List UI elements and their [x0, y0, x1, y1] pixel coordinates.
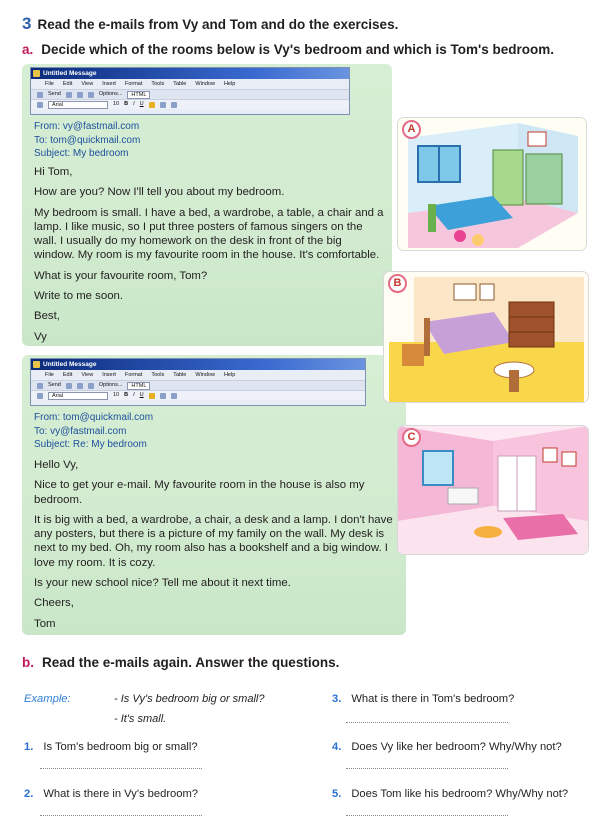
menu-help[interactable]: Help: [223, 372, 236, 378]
menu-window[interactable]: Window: [195, 372, 215, 378]
bedroom-a-illustration: [398, 118, 586, 250]
flag-icon[interactable]: [77, 92, 83, 98]
italic-button[interactable]: I: [133, 101, 135, 107]
menu-file[interactable]: File: [45, 81, 54, 87]
save-icon[interactable]: [37, 102, 43, 108]
bold-button[interactable]: B: [124, 101, 129, 107]
part-a-instruction: [22, 42, 554, 57]
attach-icon[interactable]: [66, 383, 72, 389]
email-2-panel: [22, 355, 406, 635]
format-select[interactable]: HTML: [127, 91, 150, 99]
bedroom-picture-b: [384, 272, 588, 402]
underline-button[interactable]: U: [139, 101, 144, 107]
envelope-icon: [33, 361, 40, 368]
send-icon: [37, 383, 43, 389]
window-titlebar: [31, 68, 349, 79]
question-text: Does Vy like her bedroom? Why/Why not?: [351, 741, 562, 753]
font-size-select[interactable]: 10: [113, 101, 120, 107]
window-title: Untitled Message: [43, 70, 97, 77]
answer-line-1[interactable]: [40, 768, 202, 769]
email-2-window: [30, 358, 366, 406]
menu-table[interactable]: Table: [173, 81, 187, 87]
part-b-letter: b.: [22, 655, 34, 670]
email-1-paragraph: What is your favourite room, Tom?: [34, 269, 208, 282]
bedroom-picture-a: [398, 118, 586, 250]
email-2-paragraph: Is your new school nice? Tell me about it next time.: [34, 577, 291, 590]
question-5: [332, 788, 568, 800]
menu-format[interactable]: Format: [124, 81, 143, 87]
picture-label-a: A: [402, 120, 421, 139]
email-1-signature: Vy: [34, 330, 47, 343]
send-button[interactable]: Send: [48, 91, 61, 97]
send-button[interactable]: Send: [48, 382, 61, 388]
options-button[interactable]: Options...: [98, 91, 123, 97]
question-number: 3.: [332, 693, 342, 705]
email-2-paragraph: It is big with a bed, a wardrobe, a chair, a desk and a lamp. I don't have any posters, but there is a picture of my family on the wall. My desk is next to my bed. Oh, my room also has a bookshelf and a big window. I love my room. It is cozy.: [34, 513, 393, 569]
email-1-paragraph: How are you? Now I'll tell you about my bedroom.: [34, 186, 285, 199]
question-text: What is there in Vy's bedroom?: [43, 788, 199, 800]
email-1-closing: Best,: [34, 310, 60, 323]
question-text: Does Tom like his bedroom? Why/Why not?: [351, 788, 569, 800]
save-icon[interactable]: [37, 393, 43, 399]
exercise-number: 3: [22, 14, 32, 33]
part-b-instruction: [22, 655, 339, 670]
envelope-icon: [33, 70, 40, 77]
answer-line-2[interactable]: [40, 815, 202, 816]
question-number: 5.: [332, 788, 342, 800]
question-number: 2.: [24, 788, 34, 800]
example-answer: - It's small.: [114, 713, 167, 725]
align-center-icon[interactable]: [160, 102, 166, 108]
importance-icon[interactable]: [88, 383, 94, 389]
email-1-body: [34, 165, 384, 350]
answer-line-4[interactable]: [346, 768, 508, 769]
question-3: [332, 693, 514, 705]
window-format-toolbar: [31, 99, 349, 109]
menu-insert[interactable]: Insert: [102, 81, 116, 87]
align-right-icon[interactable]: [171, 102, 177, 108]
answer-line-5[interactable]: [346, 815, 508, 816]
send-icon: [37, 92, 43, 98]
menu-format[interactable]: Format: [124, 372, 143, 378]
email-2-from: From: tom@quickmail.com: [34, 412, 154, 423]
example-question: - Is Vy's bedroom big or small?: [114, 693, 265, 705]
picture-label-b: B: [388, 274, 407, 293]
email-2-headers: [34, 411, 153, 452]
answer-line-3[interactable]: [346, 722, 508, 723]
email-1-from: From: vy@fastmail.com: [34, 121, 140, 132]
font-select[interactable]: Arial: [48, 392, 108, 400]
bedroom-c-illustration: [398, 426, 588, 554]
question-2: [24, 788, 198, 800]
question-1: [24, 741, 198, 753]
font-size-select[interactable]: 10: [113, 392, 120, 398]
window-menubar: [31, 370, 365, 380]
email-1-paragraph: Write to me soon.: [34, 290, 124, 303]
format-select[interactable]: HTML: [127, 382, 150, 390]
menu-file[interactable]: File: [45, 372, 54, 378]
menu-tools[interactable]: Tools: [151, 372, 165, 378]
align-left-icon[interactable]: [149, 102, 155, 108]
menu-help[interactable]: Help: [223, 81, 236, 87]
question-number: 4.: [332, 741, 342, 753]
email-1-window: [30, 67, 350, 115]
email-1-to: To: tom@quickmail.com: [34, 134, 141, 146]
window-title: Untitled Message: [43, 361, 97, 368]
email-2-to: To: vy@fastmail.com: [34, 425, 127, 437]
align-center-icon[interactable]: [160, 393, 166, 399]
align-left-icon[interactable]: [149, 393, 155, 399]
email-1-subject: Subject: My bedroom: [34, 148, 129, 159]
window-toolbar: [31, 380, 365, 390]
question-text: What is there in Tom's bedroom?: [351, 693, 515, 705]
question-number: 1.: [24, 741, 34, 753]
email-2-subject: Subject: Re: My bedroom: [34, 439, 147, 450]
email-2-body: [34, 458, 398, 637]
underline-button[interactable]: U: [139, 392, 144, 398]
window-toolbar: [31, 89, 349, 99]
bedroom-b-illustration: [384, 272, 588, 402]
email-2-signature: Tom: [34, 617, 56, 630]
menu-edit[interactable]: Edit: [62, 81, 73, 87]
window-titlebar: [31, 359, 365, 370]
part-a-letter: a.: [22, 42, 34, 57]
bold-button[interactable]: B: [124, 392, 129, 398]
question-text: Is Tom's bedroom big or small?: [43, 741, 198, 753]
email-1-paragraph: My bedroom is small. I have a bed, a wardrobe, a table, a chair and a lamp. I like music, so I put three posters of famous singers on the wall. I usually do my homework on the desk in front of the big window. My room is my favourite room in the house. It's comfortable.: [34, 206, 384, 262]
picture-label-c: C: [402, 428, 421, 447]
example-label: Example:: [24, 693, 71, 705]
part-b-text: Read the e-mails again. Answer the questions.: [42, 655, 340, 670]
email-2-paragraph: Nice to get your e-mail. My favourite room in the house is also my bedroom.: [34, 479, 365, 506]
exercise-title: Read the e-mails from Vy and Tom and do the exercises.: [37, 17, 399, 32]
email-2-greeting: Hello Vy,: [34, 459, 79, 471]
options-button[interactable]: Options...: [98, 382, 123, 388]
align-right-icon[interactable]: [171, 393, 177, 399]
email-1-greeting: Hi Tom,: [34, 166, 73, 178]
email-1-panel: [22, 64, 392, 346]
menu-view[interactable]: View: [81, 81, 94, 87]
menu-window[interactable]: Window: [195, 81, 215, 87]
menu-tools[interactable]: Tools: [151, 81, 165, 87]
menu-insert[interactable]: Insert: [102, 372, 116, 378]
flag-icon[interactable]: [77, 383, 83, 389]
part-a-text: Decide which of the rooms below is Vy's bedroom and which is Tom's bedroom.: [41, 42, 555, 57]
menu-edit[interactable]: Edit: [62, 372, 73, 378]
window-format-toolbar: [31, 390, 365, 400]
window-menubar: [31, 79, 349, 89]
italic-button[interactable]: I: [133, 392, 135, 398]
email-2-closing: Cheers,: [34, 597, 74, 610]
importance-icon[interactable]: [88, 92, 94, 98]
menu-table[interactable]: Table: [173, 372, 187, 378]
bedroom-picture-c: [398, 426, 588, 554]
font-select[interactable]: Arial: [48, 101, 108, 109]
attach-icon[interactable]: [66, 92, 72, 98]
exercise-heading: [22, 14, 398, 34]
email-1-headers: [34, 120, 140, 161]
menu-view[interactable]: View: [81, 372, 94, 378]
question-4: [332, 741, 562, 753]
